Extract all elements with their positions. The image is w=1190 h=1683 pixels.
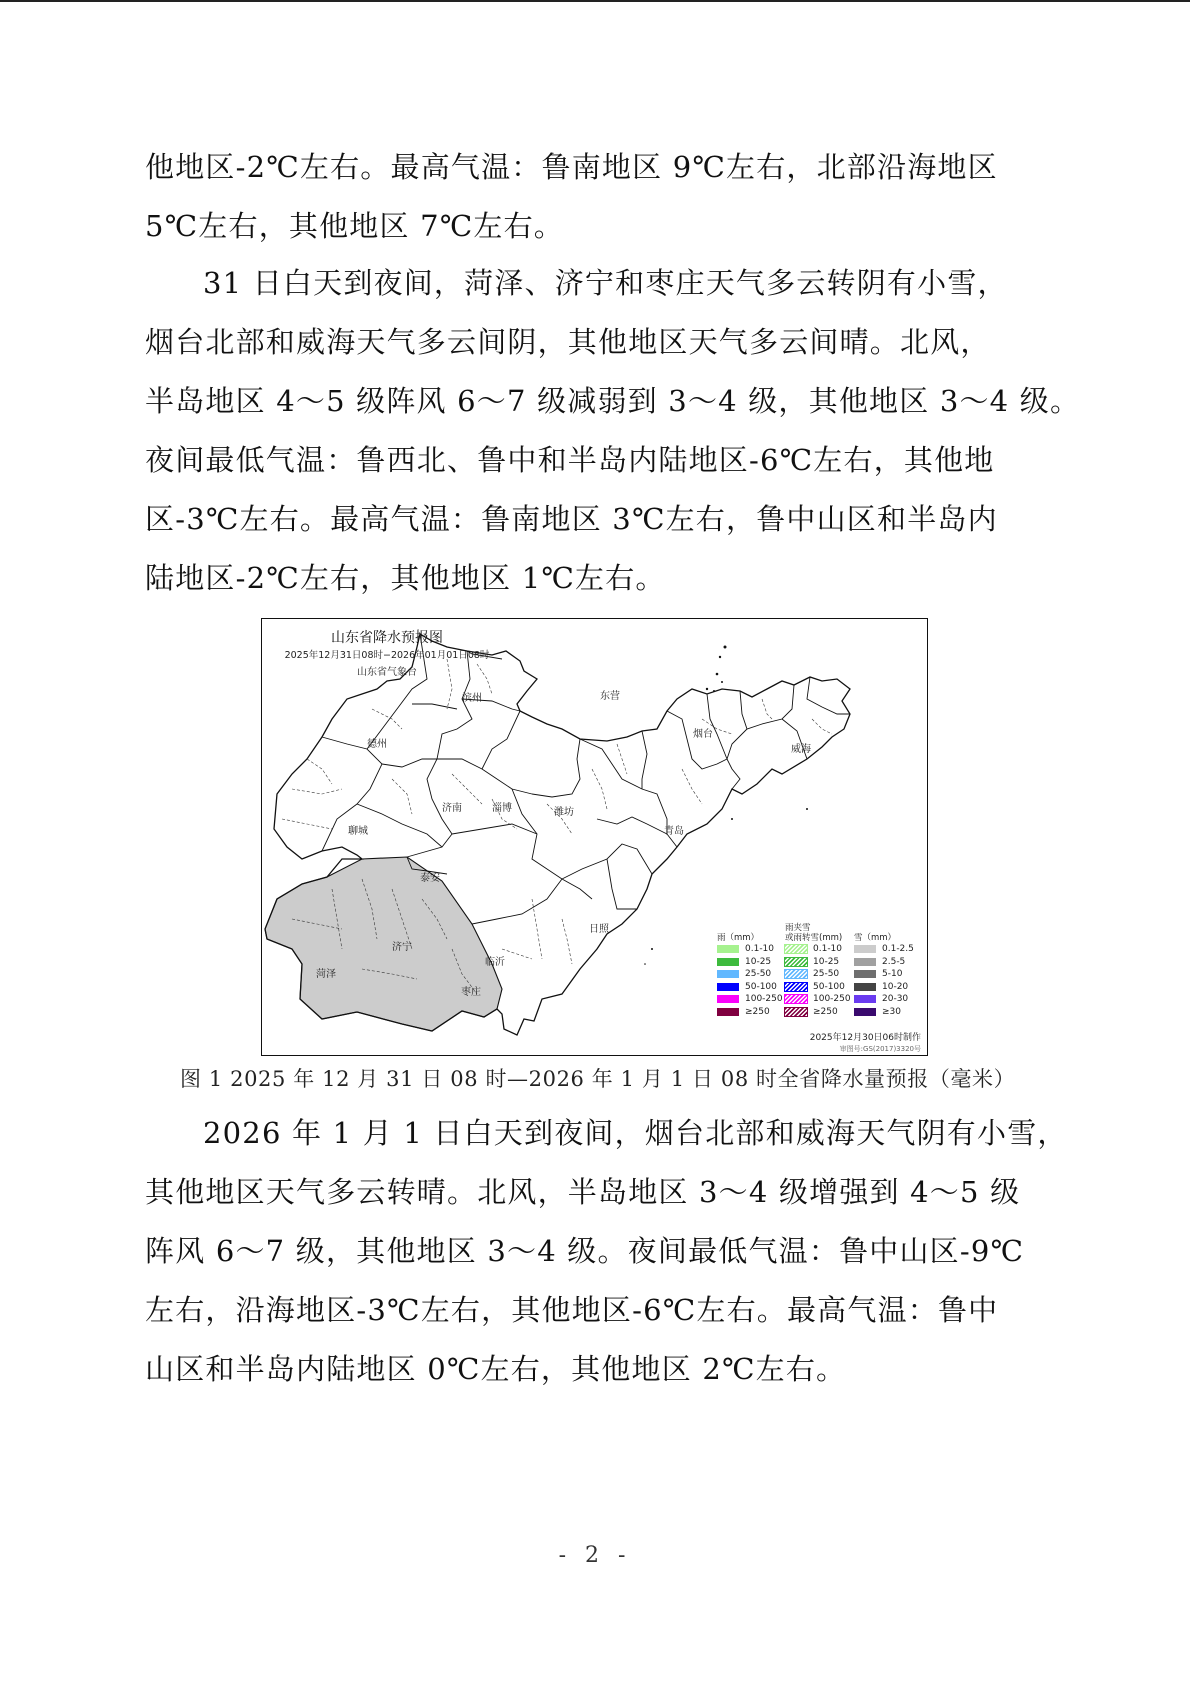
legend-swatch bbox=[717, 1008, 739, 1016]
legend-label: 0.1-10 bbox=[813, 944, 843, 955]
legend-item bbox=[785, 981, 855, 994]
legend-label: 20-30 bbox=[882, 994, 909, 1005]
legend-swatch bbox=[854, 995, 876, 1003]
legend-swatch bbox=[717, 983, 739, 991]
text-line: 陆地区-2℃左右，其他地区 1℃左右。 bbox=[145, 561, 666, 595]
legend-item bbox=[854, 1006, 924, 1019]
legend-rain bbox=[717, 921, 787, 1018]
legend-item bbox=[717, 956, 787, 969]
legend-item bbox=[785, 943, 855, 956]
legend-label: 10-20 bbox=[882, 981, 909, 992]
legend-swatch bbox=[717, 970, 739, 978]
city-label: 泰安 bbox=[420, 873, 440, 884]
map-period: 2025年12月31日08时−2026年01月01日08时 bbox=[284, 650, 490, 661]
legend-snow-header: 雪（mm） bbox=[854, 933, 897, 943]
legend-swatch bbox=[854, 958, 876, 966]
legend-label: 0.1-10 bbox=[745, 944, 775, 955]
legend-item bbox=[854, 981, 924, 994]
city-label: 威海 bbox=[791, 744, 811, 755]
legend-item bbox=[854, 943, 924, 956]
legend-label: ≥30 bbox=[882, 1006, 901, 1017]
legend-label: 10-25 bbox=[745, 956, 772, 967]
legend-label: 50-100 bbox=[813, 981, 845, 992]
islands bbox=[644, 646, 808, 965]
text-line: 5℃左右，其他地区 7℃左右。 bbox=[145, 209, 565, 243]
city-label: 滨州 bbox=[462, 693, 482, 704]
map-organization: 山东省气象台 bbox=[357, 667, 417, 678]
city-label: 淄博 bbox=[492, 803, 512, 814]
legend-item bbox=[785, 1006, 855, 1019]
page-number: - 2 - bbox=[558, 1543, 632, 1568]
text-line: 阵风 6～7 级，其他地区 3～4 级。夜间最低气温：鲁中山区-9℃ bbox=[145, 1234, 1025, 1268]
city-label: 青岛 bbox=[664, 826, 684, 837]
legend-item bbox=[717, 981, 787, 994]
legend-swatch bbox=[854, 983, 876, 991]
legend-mixed-header-line1: 雨夹雪 bbox=[785, 923, 811, 933]
legend-label: 25-50 bbox=[813, 969, 840, 980]
map-production-time: 2025年12月30日06时制作 bbox=[809, 1033, 921, 1043]
city-label: 济宁 bbox=[392, 942, 412, 953]
legend-label: 25-50 bbox=[745, 969, 772, 980]
paragraph-forecast-jan-1 bbox=[145, 1104, 1068, 1399]
legend-swatch-hatched bbox=[785, 995, 807, 1003]
text-line: 2026 年 1 月 1 日白天到夜间，烟台北部和威海天气阴有小雪， bbox=[203, 1116, 1068, 1150]
legend-item bbox=[854, 993, 924, 1006]
map-title: 山东省降水预报图 bbox=[331, 630, 443, 646]
figure-caption: 图 1 2025 年 12 月 31 日 08 时—2026 年 1 月 1 日 08 时全省降水量预报（毫米） bbox=[180, 1067, 1016, 1091]
legend-mixed bbox=[785, 921, 855, 1018]
legend-label: 2.5-5 bbox=[882, 956, 906, 967]
city-label: 日照 bbox=[589, 924, 609, 935]
snow-area-region bbox=[265, 857, 502, 1031]
legend-mixed-header bbox=[785, 921, 855, 943]
text-line: 31 日白天到夜间，菏泽、济宁和枣庄天气多云转阴有小雪， bbox=[203, 266, 1008, 300]
legend-label: 100-250 bbox=[813, 994, 851, 1005]
legend-label: 50-100 bbox=[745, 981, 777, 992]
city-label: 枣庄 bbox=[461, 987, 481, 998]
text-line: 其他地区天气多云转晴。北风，半岛地区 3～4 级增强到 4～5 级 bbox=[145, 1175, 1021, 1209]
precipitation-forecast-map bbox=[261, 618, 928, 1056]
legend-item bbox=[717, 1006, 787, 1019]
legend-label: 10-25 bbox=[813, 956, 840, 967]
paragraph-forecast-31st bbox=[145, 254, 1081, 608]
legend-swatch-hatched bbox=[785, 1008, 807, 1016]
legend-item bbox=[854, 968, 924, 981]
text-line: 左右，沿海地区-3℃左右，其他地区-6℃左右。最高气温：鲁中 bbox=[145, 1293, 999, 1327]
legend-swatch-hatched bbox=[785, 945, 807, 953]
legend-item bbox=[785, 956, 855, 969]
legend-mixed-header-line2: 或雨转雪(mm) bbox=[785, 933, 843, 943]
city-label: 烟台 bbox=[693, 729, 713, 740]
legend-swatch bbox=[854, 945, 876, 953]
legend-swatch-hatched bbox=[785, 958, 807, 966]
city-label: 临沂 bbox=[485, 957, 505, 968]
legend-item bbox=[854, 956, 924, 969]
legend-swatch bbox=[717, 945, 739, 953]
legend-swatch bbox=[717, 958, 739, 966]
legend-swatch-hatched bbox=[785, 970, 807, 978]
city-label: 东营 bbox=[600, 691, 620, 702]
paragraph-temperature-30th bbox=[145, 138, 1045, 256]
text-line: 烟台北部和威海天气多云间阴，其他地区天气多云间晴。北风， bbox=[145, 325, 991, 359]
legend-item bbox=[785, 968, 855, 981]
city-label: 德州 bbox=[367, 739, 387, 750]
text-line: 半岛地区 4～5 级阵风 6～7 级减弱到 3～4 级，其他地区 3～4 级。 bbox=[145, 384, 1081, 418]
city-label: 潍坊 bbox=[554, 807, 574, 818]
legend-swatch-hatched bbox=[785, 983, 807, 991]
map-legend bbox=[717, 921, 922, 1021]
page-top-border bbox=[0, 0, 1190, 2]
legend-rain-header: 雨（mm） bbox=[717, 933, 760, 943]
city-label: 菏泽 bbox=[316, 969, 336, 980]
legend-item bbox=[717, 943, 787, 956]
city-label: 济南 bbox=[442, 803, 462, 814]
map-approval-number: 审图号:GS(2017)3320号 bbox=[839, 1045, 921, 1053]
text-line: 夜间最低气温：鲁西北、鲁中和半岛内陆地区-6℃左右，其他地 bbox=[145, 443, 995, 477]
legend-swatch bbox=[854, 1008, 876, 1016]
legend-label: ≥250 bbox=[745, 1006, 770, 1017]
text-line: 区-3℃左右。最高气温：鲁南地区 3℃左右，鲁中山区和半岛内 bbox=[145, 502, 998, 536]
legend-item bbox=[717, 993, 787, 1006]
text-line: 他地区-2℃左右。最高气温：鲁南地区 9℃左右，北部沿海地区 bbox=[145, 150, 998, 184]
legend-swatch bbox=[854, 970, 876, 978]
legend-label: 100-250 bbox=[745, 994, 783, 1005]
legend-item bbox=[717, 968, 787, 981]
text-line: 山区和半岛内陆地区 0℃左右，其他地区 2℃左右。 bbox=[145, 1352, 847, 1386]
legend-snow bbox=[854, 921, 924, 1018]
legend-swatch bbox=[717, 995, 739, 1003]
legend-item bbox=[785, 993, 855, 1006]
city-label: 聊城 bbox=[348, 826, 368, 837]
legend-label: 0.1-2.5 bbox=[882, 944, 914, 955]
legend-label: ≥250 bbox=[813, 1006, 838, 1017]
legend-label: 5-10 bbox=[882, 969, 903, 980]
